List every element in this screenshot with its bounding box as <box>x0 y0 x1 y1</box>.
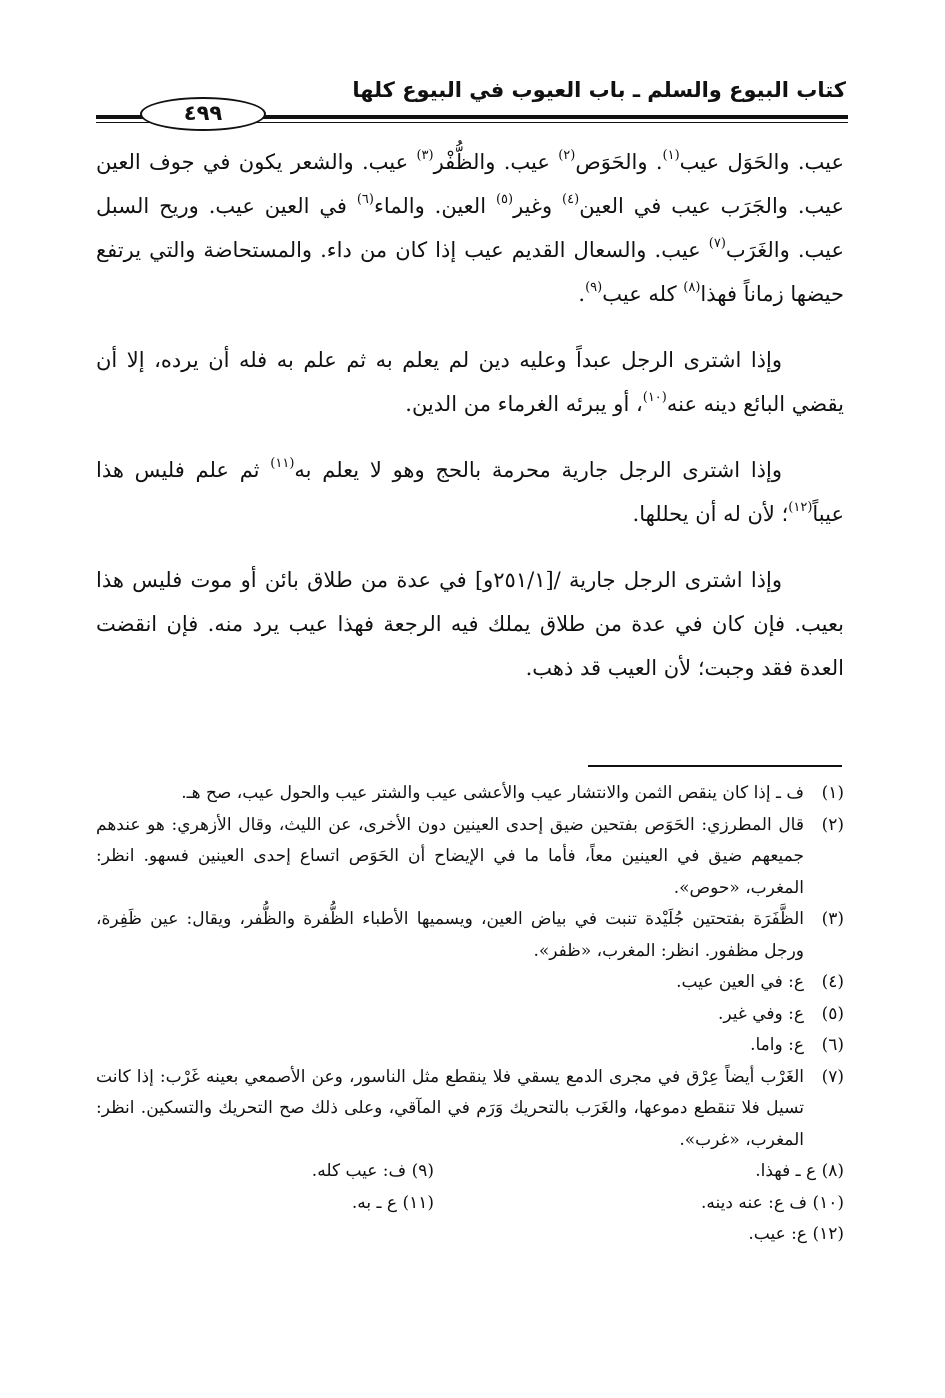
footnote <box>96 1030 844 1062</box>
footnote-separator <box>588 765 842 767</box>
footnote <box>352 1188 434 1220</box>
text-run: وإذا اشترى الرجل عبداً وعليه دين لم يعلم به ثم علم به فله أن يرده، إلا أن يقضي البائع دينه عنه <box>96 348 844 416</box>
text-run: . <box>578 282 586 306</box>
footnote <box>96 904 844 967</box>
text-run: . والحَوَص <box>575 150 663 174</box>
footnote-reference: (١١) <box>270 456 295 471</box>
text-run: ؛ لأن له أن يحللها. <box>632 502 789 526</box>
footnote-reference: (٤) <box>562 192 580 207</box>
footnote-text: ع: واما. <box>750 1035 804 1055</box>
footnote-number: (٤) <box>821 972 844 992</box>
footnote <box>312 1156 434 1188</box>
footnote-text: الظَّفَرَة بفتحتين جُلَيْدة تنبت في بياض العين، ويسميها الأطباء الظُّفرة والظُّفر، ويقال: عين ظَفِرة، ورجل مظفور. انظر: المغرب، «ظفر». <box>96 909 804 961</box>
footnote <box>96 1062 844 1157</box>
footnotes <box>96 778 844 1251</box>
footnote-text: ع: في العين عيب. <box>676 972 804 992</box>
footnote <box>96 1219 844 1251</box>
footnote <box>96 999 844 1031</box>
footnote <box>96 778 844 810</box>
footnote-number: (٣) <box>821 909 844 929</box>
footnote-text: ع: وفي غير. <box>718 1003 804 1024</box>
main-text <box>96 140 844 690</box>
footnote-text: ف ع: عنه دينه. <box>701 1192 808 1213</box>
footnote-number: (١٢) <box>812 1224 844 1244</box>
text-run: كله عيب <box>602 282 684 306</box>
footnote-reference: (٧) <box>708 236 726 251</box>
running-title: كتاب البيوع والسلم ـ باب العيوب في البيوع كلها <box>352 78 846 102</box>
footnote-number: (٦) <box>821 1035 844 1055</box>
text-run: عيب. والشعر يكون في جوف العين عيب. والجَرَب عيب في العين <box>96 150 844 218</box>
footnote-number: (٥) <box>821 1003 844 1024</box>
footnote-number: (٧) <box>821 1066 844 1087</box>
footnote-pair-row <box>96 1188 844 1220</box>
footnote-text: ف ـ إذا كان ينقص الثمن والانتشار عيب والأعشى عيب والشتر عيب والحول عيب، صح هـ. <box>181 783 804 803</box>
footnote <box>96 810 844 905</box>
footnote-reference: (١٢) <box>788 500 813 515</box>
footnote-reference: (١) <box>662 148 680 163</box>
footnote <box>96 967 844 999</box>
footnote-reference: (١٠) <box>642 390 667 405</box>
footnote-text: ع ـ به. <box>351 1192 398 1213</box>
footnote-text: ع: عيب. <box>748 1224 808 1244</box>
footnote-number: (٩) <box>411 1161 434 1181</box>
footnote-number: (١١) <box>402 1192 434 1213</box>
text-run: في العين عيب. وريح السبل عيب. والغَرَب <box>96 194 845 262</box>
page-number: ٤٩٩ <box>140 97 266 131</box>
footnote-number: (٨) <box>821 1161 844 1181</box>
footnote-number: (٢) <box>821 814 844 835</box>
text-run: عيب. والحَوَل عيب <box>679 150 844 174</box>
paragraph <box>96 338 844 426</box>
footnote-text: ع ـ فهذا. <box>755 1161 817 1181</box>
text-run: وغير <box>513 194 563 218</box>
footnote-reference: (٩) <box>585 280 603 295</box>
text-run: العين. والماء <box>373 194 496 218</box>
footnote-number: (١) <box>821 783 844 803</box>
page-header <box>96 70 848 132</box>
footnote-reference: (٢) <box>558 148 576 163</box>
footnote-reference: (٨) <box>683 280 701 295</box>
text-run: عيب. والسعال القديم عيب إذا كان من داء. والمستحاضة والتي يرتفع حيضها زماناً فهذا <box>96 238 844 306</box>
footnote <box>701 1188 844 1220</box>
footnote-text: الغَرْب أيضاً عِرْق في مجرى الدمع يسقي فلا ينقطع مثل الناسور، وعن الأصمعي بعينه غَرْب: إذا كانت تسيل فلا تنقطع دموعها، والغَرَب بالتحريك وَرَم في المآقي، وعلى ذلك صح التحريك والتسكين. انظر: المغرب، «غرب». <box>96 1066 804 1150</box>
footnote-text: ف: عيب كله. <box>311 1161 407 1181</box>
footnote-number: (١٠) <box>812 1192 844 1213</box>
text-run: وإذا اشترى الرجل جارية محرمة بالحج وهو لا يعلم به <box>294 458 783 482</box>
paragraph <box>96 558 844 690</box>
text-run: ثم علم فليس هذا عيباً <box>96 458 844 526</box>
footnote-reference: (٦) <box>356 192 374 207</box>
text-run: ، أو يبرئه الغرماء من الدين. <box>405 392 643 416</box>
paragraph <box>96 448 844 536</box>
footnote-pair-row <box>96 1156 844 1188</box>
text-run: عيب. والظُّفْر <box>433 150 559 174</box>
paragraph <box>96 140 844 316</box>
footnote-text: قال المطرزي: الحَوَص بفتحين ضيق إحدى العينين دون الأخرى، عن الليث، وقال الأزهري: هو عندهم جميعهم ضيق في العينين معاً، فأما ما في الإيضاح أن الحَوَص اتساع إحدى العينين فسهو. انظر: المغرب، «حوص». <box>96 814 804 898</box>
text-run: وإذا اشترى الرجل جارية /[٢٥١/١و] في عدة من طلاق بائن أو موت فليس هذا بعيب. فإن كان في عدة من طلاق يملك فيه الرجعة فهذا عيب يرد منه. فإن انقضت العدة فقد وجبت؛ لأن العيب قد ذهب. <box>96 568 844 680</box>
footnote-reference: (٥) <box>495 192 514 207</box>
footnote <box>755 1156 844 1188</box>
footnote-reference: (٣) <box>416 148 434 163</box>
